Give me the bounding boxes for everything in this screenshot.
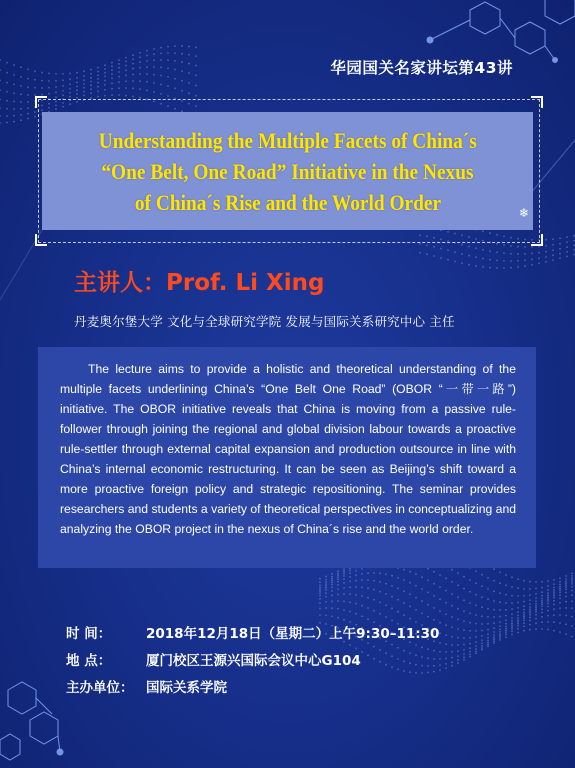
frame-corner [35,96,47,108]
speaker-affiliation: 丹麦奥尔堡大学 文化与全球研究学院 发展与国际关系研究中心 主任 [74,314,455,329]
time-row [66,622,439,642]
time-label: 时 间： [66,626,112,642]
venue-row [66,649,361,669]
lecture-title-line-1: Understanding the Multiple Facets of China´s [98,127,477,153]
abstract-text: The lecture aims to provide a holistic and theoretical understanding of the multiple facets underlining China’s “One Belt One Road” (OBOR “一带一路”) initiative. The OBOR initiative reveals that China is moving from a passive rule-follower through joining the regional and global division labour towards a proactive rule-settler through external capital expansion and production outsource in line with China’s internal economic restructuring. It can be seen as Beijing’s shift toward a more proactive foreign policy and strategic repositioning. The seminar provides researchers and students a variety of theoretical perspectives in conceptualizing and analyzing the OBOR project in the nexus of China´s rise and the world order. [60,362,516,536]
abstract-box [38,347,536,568]
time-value: 2018年12月18日（星期二）上午9:30–11:30 [146,626,440,642]
frame-corner [531,234,543,246]
lecture-title-line-3: of China´s Rise and the World Order [134,189,441,215]
host-value: 国际关系学院 [146,680,227,696]
frame-corner [531,96,543,108]
lecture-series-title: 华园国关名家讲坛第43讲 [330,59,513,77]
snowflake-icon: ❄ [518,206,529,220]
lecture-title-box [42,112,533,230]
venue-label: 地 点： [66,653,112,669]
host-label: 主办单位： [66,680,134,696]
lecture-title-line-2: “One Belt, One Road” Initiative in the Nexus [101,158,474,184]
venue-value: 厦门校区王源兴国际会议中心G104 [146,653,361,669]
host-row [66,676,227,696]
speaker-name: 主讲人：Prof. Li Xing [74,270,325,296]
frame-corner [35,234,47,246]
